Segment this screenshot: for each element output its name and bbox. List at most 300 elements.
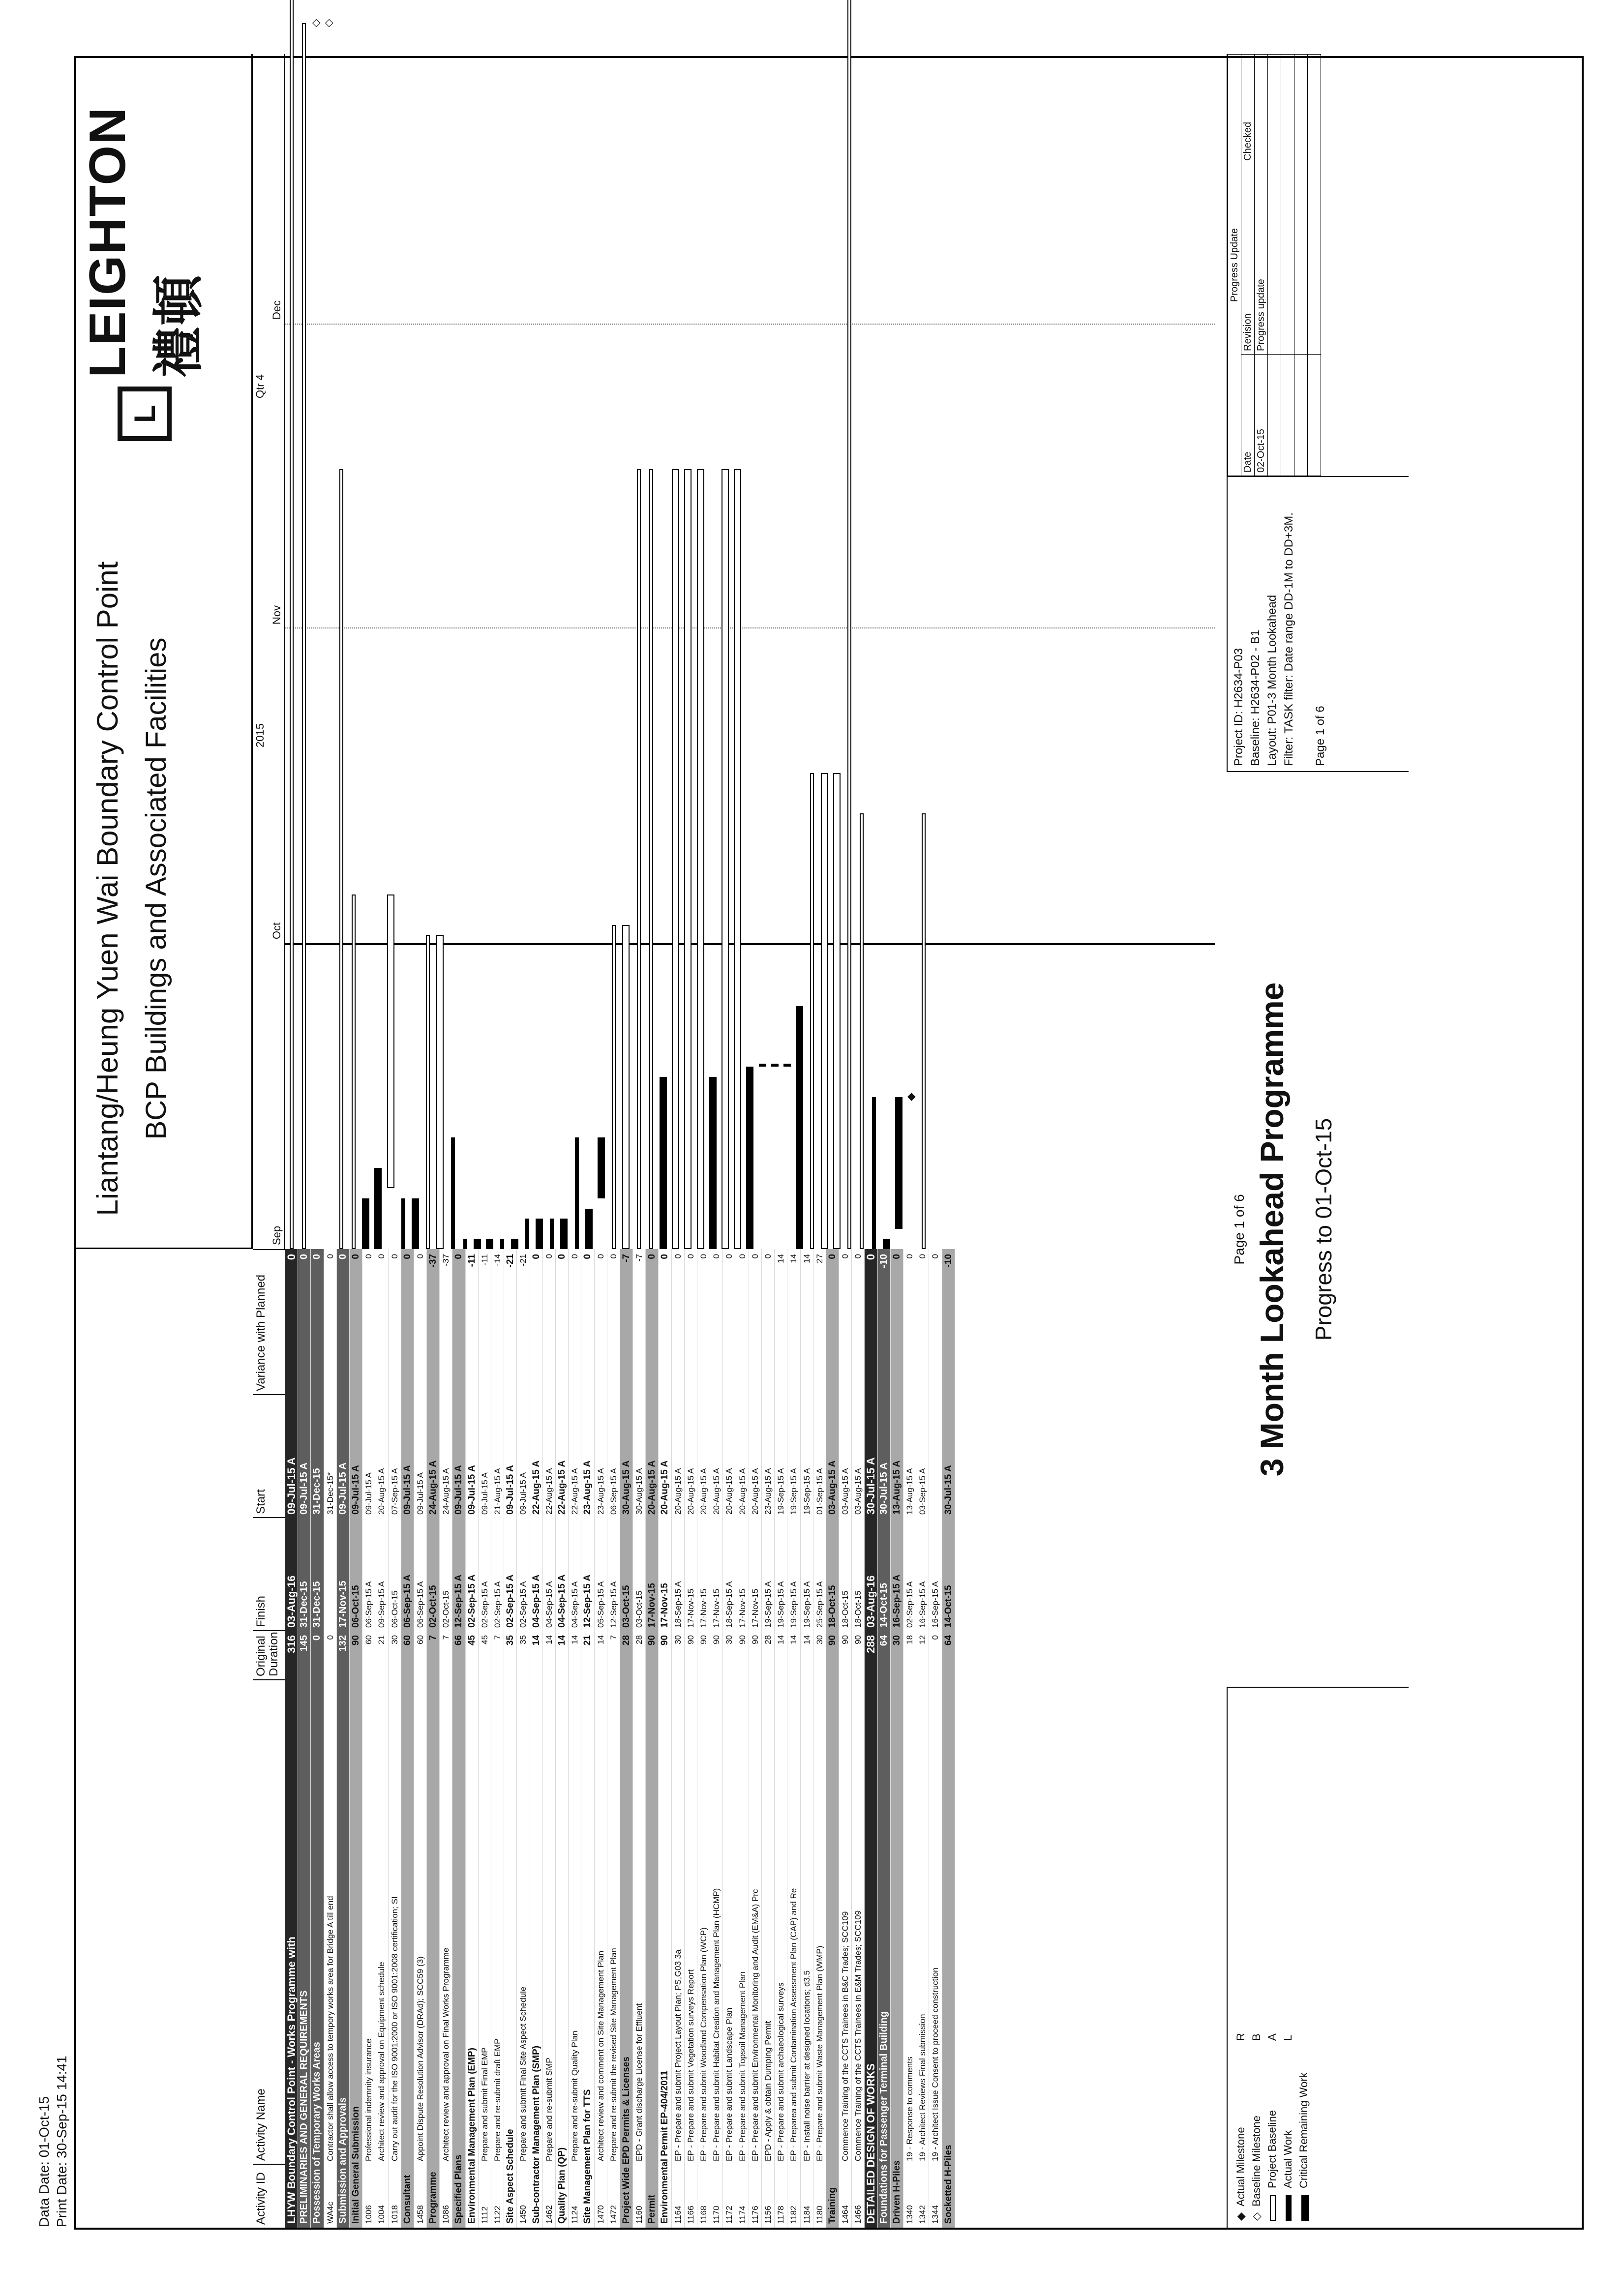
activity-row [916, 1249, 929, 2228]
activity-id: 1004 [377, 2205, 387, 2224]
critical-work-swatch [1301, 2195, 1309, 2221]
activity-id: Project Wide EPD Permits & Licenses [621, 2057, 632, 2224]
gantt-bar [821, 773, 828, 1249]
start-date: 09-Jul-15 A [337, 1462, 348, 1515]
start-date: 06-Sep-15 A [608, 1468, 618, 1515]
activity-name: EP - Prepare and submit Habitat Creation and Management Plan (HCMP) [712, 1888, 722, 2161]
finish-date: 06-Sep-15 A [402, 1574, 413, 1628]
start-date: 22-Aug-15 A [544, 1468, 554, 1515]
activity-row [517, 1249, 530, 2228]
legend [1227, 1687, 1409, 2228]
variance: 0 [453, 1254, 464, 1259]
gantt-bar [352, 895, 356, 1249]
finish-date: 17-Nov-15 [686, 1588, 695, 1628]
activity-row [801, 1249, 813, 2228]
activity-row [285, 1249, 298, 2228]
data-date: Data Date: 01-Oct-15 [36, 2096, 52, 2227]
original-duration: 45 [480, 1635, 489, 1644]
finish-date: 04-Sep-15 A [570, 1581, 580, 1628]
rev-date: 02-Oct-15 [1255, 354, 1268, 476]
finish-date: 18-Sep-15 A [673, 1581, 683, 1628]
finish-date: 02-Oct-15 [441, 1590, 451, 1628]
gantt-bar [637, 469, 641, 1249]
start-date: 20-Aug-15 A [699, 1468, 708, 1515]
gantt-bar [401, 1198, 405, 1249]
timescale-year: 2015 [254, 723, 266, 747]
original-duration: 14 [596, 1635, 605, 1644]
start-date: 22-Aug-15 A [556, 1460, 567, 1515]
finish-date: 18-Sep-15 A [724, 1581, 734, 1628]
gantt-bar [759, 1064, 766, 1067]
finish-date: 02-Sep-15 A [505, 1574, 516, 1628]
finish-date: 16-Sep-15 A [891, 1574, 902, 1628]
variance: 0 [556, 1254, 567, 1259]
activity-id: 1462 [544, 2205, 554, 2224]
activity-name: Professional indemnity insurance [364, 2038, 374, 2161]
original-duration: 12 [918, 1635, 928, 1644]
print-date: Print Date: 30-Sep-15 14:41 [54, 2056, 69, 2227]
start-date: 09-Jul-15 A [505, 1465, 516, 1515]
gantt-bar [922, 813, 926, 1249]
activity-name: EP - Prepare and submit Environmental Monitoring and Audit (EM&A) Prc [750, 1889, 760, 2161]
original-duration: 64 [943, 1635, 954, 1646]
activity-id: 1166 [686, 2206, 695, 2224]
month-oct: Oct [271, 922, 283, 939]
original-duration: 7 [441, 1635, 451, 1640]
start-date: 20-Aug-15 A [377, 1468, 387, 1515]
activity-name: Appoint Dispute Resolution Advisor (DRAd); SCC59 (3) [415, 1956, 425, 2161]
col-variance: Variance with Planned [253, 1249, 285, 1394]
col-finish: Finish [253, 1517, 285, 1630]
activity-row [414, 1249, 427, 2228]
activity-row [710, 1249, 723, 2228]
activity-id: 1168 [699, 2206, 708, 2224]
activity-row [350, 1249, 362, 2228]
original-duration: 14 [570, 1635, 580, 1644]
activity-name: Prepare and re-submit draft EMP [493, 2038, 502, 2161]
activity-row [749, 1249, 762, 2228]
original-duration: 7 [608, 1635, 618, 1640]
activity-row [389, 1249, 401, 2228]
revision-title: Progress Update [1228, 55, 1241, 476]
rev-head-revision: Revision [1241, 164, 1255, 354]
finish-date: 14-Oct-15 [943, 1585, 954, 1628]
activity-id: DETAILED DESIGN OF WORKS [865, 2063, 877, 2224]
gantt-bar [451, 1137, 455, 1249]
finish-date: 12-Sep-15 A [453, 1574, 464, 1628]
start-date: 23-Aug-15 A [596, 1468, 605, 1515]
gantt-bar [872, 1097, 876, 1249]
start-date: 20-Aug-15 A [737, 1468, 747, 1515]
start-date: 19-Sep-15 A [776, 1468, 786, 1515]
activity-row [427, 1249, 440, 2228]
gantt-bar [302, 23, 306, 1249]
gantt-bar [387, 895, 394, 1188]
activity-row [479, 1249, 491, 2228]
start-date: 09-Jul-15 A [453, 1465, 464, 1515]
actual-work-swatch [1286, 2195, 1292, 2221]
original-duration: 66 [453, 1635, 464, 1646]
original-duration: 90 [647, 1635, 658, 1646]
variance: 0 [841, 1254, 850, 1259]
activity-id: 1180 [814, 2206, 824, 2224]
start-date: 09-Jul-15 A [518, 1472, 528, 1515]
gantt-bar [860, 813, 864, 1249]
gantt-bar [722, 469, 729, 1249]
variance: 0 [724, 1254, 734, 1259]
activity-row [839, 1249, 852, 2228]
activity-id: 1086 [441, 2205, 451, 2224]
variance: 0 [699, 1254, 708, 1259]
baseline: Baseline: H2634-P02 - B1 [1249, 629, 1262, 766]
project-id: Project ID: H2634-P03 [1232, 648, 1245, 766]
activity-row [903, 1249, 916, 2228]
start-date: 23-Aug-15 A [582, 1460, 593, 1515]
variance: 0 [763, 1254, 773, 1259]
start-date: 09-Jul-15 A [402, 1465, 413, 1515]
start-date: 20-Aug-15 A [712, 1468, 722, 1515]
activity-name: Architect review and comment on Site Management Plan [596, 1950, 605, 2161]
activity-name: EP - Prepare and submit Landscape Plan [724, 2007, 734, 2161]
activity-name: Prepare and submit Final EMP [480, 2047, 489, 2161]
gantt-bar [660, 1077, 667, 1249]
original-duration: 21 [377, 1635, 387, 1644]
activity-id: 1124 [570, 2206, 580, 2224]
start-date: 09-Jul-15 A [285, 1457, 298, 1515]
variance: 0 [660, 1254, 670, 1259]
gantt-bar [486, 1239, 493, 1249]
gantt-bar [649, 469, 653, 1249]
start-date: 09-Jul-15 A [364, 1472, 374, 1515]
variance: 0 [647, 1254, 658, 1259]
variance: 0 [596, 1254, 605, 1259]
activity-row [878, 1249, 891, 2228]
activity-row [569, 1249, 581, 2228]
activity-id: 1466 [853, 2205, 863, 2224]
gantt-grid [253, 19, 1409, 2228]
gantt-bar [697, 469, 704, 1249]
finish-date: 04-Sep-15 A [544, 1581, 554, 1628]
variance: -37 [441, 1254, 451, 1266]
activity-row [697, 1249, 710, 2228]
finish-date: 17-Nov-15 [660, 1583, 670, 1628]
start-date: 24-Aug-15 A [428, 1460, 439, 1515]
variance: 0 [337, 1254, 348, 1260]
start-date: 30-Jul-15 A [865, 1457, 877, 1515]
original-duration: 132 [337, 1635, 348, 1652]
gantt-bar [436, 935, 444, 1249]
start-date: 09-Jul-15 A [415, 1472, 425, 1515]
gantt-bar [746, 1067, 753, 1249]
activity-row [865, 1249, 877, 2228]
gantt-bar [771, 1064, 779, 1067]
original-duration: 90 [827, 1635, 838, 1646]
activity-name: Prepare and submit Final Site Aspect Schedule [518, 1986, 528, 2161]
original-duration: 90 [699, 1635, 708, 1644]
variance: -7 [621, 1254, 632, 1262]
col-activity-id: Activity ID [253, 2164, 285, 2228]
variance: 0 [737, 1254, 747, 1259]
variance: 0 [827, 1254, 838, 1259]
activity-row [826, 1249, 839, 2228]
original-duration: 18 [905, 1635, 914, 1644]
activity-id: Site Management Plan for TTS [582, 2089, 593, 2224]
variance: -37 [428, 1254, 439, 1268]
start-date: 21-Aug-15 A [493, 1468, 502, 1515]
original-duration: 90 [841, 1635, 850, 1644]
gantt-bar [810, 773, 814, 1249]
original-duration: 90 [750, 1635, 760, 1644]
variance: 14 [776, 1254, 786, 1263]
finish-date: 02-Sep-15 A [905, 1581, 914, 1628]
activity-row [440, 1249, 452, 2228]
activity-name: Architect review and approval on Equipment schedule [377, 1962, 387, 2161]
activity-id: 1156 [763, 2206, 773, 2224]
start-date: 20-Aug-15 A [647, 1460, 658, 1515]
activity-row [942, 1249, 955, 2228]
project-info [1227, 477, 1409, 772]
finish-date: 14-Oct-15 [878, 1582, 889, 1628]
activity-name: 19 - Architect Issue Consent to proceed construction [931, 1967, 940, 2161]
variance: 14 [789, 1254, 799, 1263]
original-duration: 64 [878, 1635, 889, 1646]
variance: -11 [466, 1254, 477, 1267]
legend-code-b: B [1250, 2033, 1263, 2041]
activity-id: 1458 [415, 2205, 425, 2224]
activity-id: Foundations for Passenger Terminal Building [878, 2011, 889, 2224]
layout: Layout: P01-3 Month Lookahead [1265, 595, 1279, 766]
original-duration: 0 [931, 1635, 940, 1640]
activity-name: Contractor shall allow access to tempory works area for Bridge A till end [325, 1896, 335, 2161]
original-duration: 21 [582, 1635, 593, 1646]
milestone-marker: ◆ [904, 1093, 917, 1101]
start-date: 03-Aug-15 A [841, 1468, 850, 1515]
finish-date: 25-Sep-15 A [814, 1581, 824, 1628]
finish-date: 02-Sep-15 A [480, 1581, 489, 1628]
finish-date: 16-Sep-15 A [918, 1581, 928, 1628]
gantt-bar [575, 1137, 579, 1249]
activity-id: Environmental Permit EP-404/2011 [660, 2070, 670, 2224]
activity-id: 1342 [918, 2205, 928, 2224]
finish-date: 03-Aug-16 [285, 1575, 298, 1628]
variance: 0 [931, 1254, 940, 1259]
start-date: 20-Aug-15 A [750, 1468, 760, 1515]
original-duration: 7 [493, 1635, 502, 1640]
start-date: 19-Sep-15 A [789, 1468, 799, 1515]
variance: -10 [943, 1254, 954, 1268]
activity-id: 1006 [364, 2205, 374, 2224]
project-page: Page 1 of 6 [1314, 706, 1327, 766]
gantt-bar [847, 0, 851, 1249]
gantt-bar [560, 1219, 568, 1249]
activity-id: Programme [428, 2172, 439, 2224]
rev-description: Progress update [1255, 164, 1268, 354]
original-duration: 30 [724, 1635, 734, 1644]
gantt-bar [585, 1209, 593, 1249]
original-duration: 316 [285, 1635, 298, 1653]
finish-date: 02-Sep-15 A [493, 1581, 502, 1628]
finish-date: 19-Sep-15 A [763, 1581, 773, 1628]
rev-checked [1255, 55, 1268, 164]
activity-row [672, 1249, 685, 2228]
activity-id: Driven H-Piles [891, 2160, 902, 2224]
gantt-bars [285, 19, 1215, 1249]
start-date: 20-Aug-15 A [724, 1468, 734, 1515]
finish-date: 19-Sep-15 A [776, 1581, 786, 1628]
variance: 0 [673, 1254, 683, 1259]
gantt-bar [536, 1219, 543, 1249]
activity-id: 1184 [802, 2206, 812, 2224]
activity-id: Specified Plans [453, 2154, 464, 2224]
gantt-bar [511, 1239, 518, 1249]
gridline-nov [285, 627, 1215, 628]
legend-actual-milestone: ◆ Actual Milestone [1234, 2127, 1247, 2221]
start-date: 01-Sep-15 A [814, 1468, 824, 1515]
finish-date: 31-Dec-15 [299, 1581, 310, 1628]
filter: Filter: TASK filter: Date range DD-1M to DD+3M. [1282, 512, 1295, 766]
finish-date: 12-Sep-15 A [608, 1581, 618, 1628]
legend-code-l: L [1282, 2034, 1294, 2041]
original-duration: 14 [531, 1635, 541, 1646]
activity-id: 1464 [841, 2205, 850, 2224]
project-title: Liantang/Heung Yuen Wai Boundary Control Point [91, 561, 124, 1216]
gantt-bar [622, 925, 630, 1249]
activity-row [581, 1249, 594, 2228]
activity-name: EP - Prepare and submit Topsoil Management Plan [737, 1971, 747, 2161]
original-duration: 14 [544, 1635, 554, 1644]
activity-row [504, 1249, 517, 2228]
activity-row [556, 1249, 569, 2228]
original-duration: 60 [364, 1635, 374, 1644]
activity-row [311, 1249, 324, 2228]
original-duration: 0 [325, 1635, 335, 1640]
footer-page: Page 1 of 6 [1232, 1194, 1247, 1265]
activity-row [813, 1249, 826, 2228]
footer-title-block [1232, 772, 1413, 1687]
activity-id: PRELIMINARIES AND GENERAL REQUIREMENTS [299, 1990, 310, 2224]
title-block [76, 54, 253, 1249]
original-duration: 14 [776, 1635, 786, 1644]
original-duration: 7 [428, 1635, 439, 1640]
activity-name: EPD - Apply & obtain Dumping Permit [763, 2021, 773, 2161]
variance: 0 [299, 1254, 310, 1260]
activity-id: 1340 [905, 2205, 914, 2224]
activity-table [285, 1249, 955, 2228]
gantt-bar [783, 1064, 791, 1067]
activity-name: EP - Prepare and submit archaeological surveys [776, 1982, 786, 2161]
start-date: 09-Jul-15 A [350, 1465, 361, 1515]
activity-name: EP - Prepare and submit Woodland Compensation Plan (WCP) [699, 1927, 708, 2161]
start-date: 20-Aug-15 A [673, 1468, 683, 1515]
activity-id: 1178 [776, 2206, 786, 2224]
finish-date: 03-Oct-15 [621, 1585, 632, 1628]
activity-row [595, 1249, 607, 2228]
variance: 0 [918, 1254, 928, 1259]
gantt-bar [598, 1137, 605, 1198]
activity-name: 19 - Response to comments [905, 2057, 914, 2161]
start-date: 31-Dec-15* [325, 1472, 335, 1515]
variance: 0 [544, 1254, 554, 1259]
legend-critical-remaining-work: Critical Remaining Work [1297, 2072, 1310, 2188]
gantt-bar [339, 469, 343, 1249]
gantt-bar [684, 469, 692, 1249]
finish-date: 06-Oct-15 [350, 1585, 361, 1628]
original-duration: 30 [814, 1635, 824, 1644]
original-duration: 35 [518, 1635, 528, 1644]
gantt-bar [525, 1219, 529, 1249]
original-duration: 60 [402, 1635, 413, 1646]
variance: 0 [570, 1254, 580, 1259]
legend-project-baseline: Project Baseline [1266, 2110, 1278, 2188]
activity-id: LHYW Boundary Control Point - Works Programme with [285, 1937, 298, 2224]
gantt-bar [672, 469, 679, 1249]
activity-id: 1450 [518, 2205, 528, 2224]
gantt-bar [500, 1239, 504, 1249]
start-date: 13-Aug-15 A [905, 1468, 914, 1515]
gantt-bar [412, 1198, 419, 1249]
col-start: Start [253, 1394, 285, 1517]
legend-actual-work: Actual Work [1282, 2130, 1294, 2188]
start-date: 20-Aug-15 A [660, 1460, 670, 1515]
variance: 0 [582, 1254, 593, 1259]
start-date: 30-Aug-15 A [621, 1460, 632, 1515]
original-duration: 30 [390, 1635, 399, 1644]
activity-row [466, 1249, 479, 2228]
milestone-marker: ◇ [322, 19, 334, 28]
activity-id: 1344 [931, 2205, 940, 2224]
original-duration: 28 [763, 1635, 773, 1644]
variance: 0 [712, 1254, 722, 1259]
original-duration: 90 [737, 1635, 747, 1644]
variance: 27 [814, 1254, 824, 1263]
activity-id: 1182 [789, 2206, 799, 2224]
activity-row [491, 1249, 504, 2228]
project-baseline-swatch [1270, 2195, 1276, 2221]
activity-row [620, 1249, 633, 2228]
activity-name: Prepare and re-submit Quality Plan [570, 2030, 580, 2161]
activity-row [298, 1249, 311, 2228]
start-date: 03-Sep-15 A [918, 1468, 928, 1515]
programme-title: 3 Month Lookahead Programme [1254, 982, 1290, 1477]
gantt-bar [734, 469, 741, 1249]
original-duration: 145 [299, 1635, 310, 1652]
activity-id: 1176 [750, 2206, 760, 2224]
original-duration: 90 [660, 1635, 670, 1646]
finish-date: 17-Nov-15 [647, 1583, 658, 1628]
month-dec: Dec [271, 300, 283, 320]
activity-id: 1112 [480, 2206, 489, 2224]
start-date: 09-Jul-15 A [466, 1465, 477, 1515]
finish-date: 06-Oct-15 [390, 1590, 399, 1628]
finish-date: 18-Oct-15 [841, 1590, 850, 1628]
activity-row [775, 1249, 787, 2228]
original-duration: 45 [466, 1635, 477, 1646]
finish-date: 12-Sep-15 A [582, 1574, 593, 1628]
variance: 0 [325, 1254, 335, 1259]
activity-name: Architect review and approval on Final Works Programme [441, 1947, 451, 2161]
activity-id: Site Aspect Schedule [505, 2129, 516, 2224]
gantt-bar [550, 1219, 554, 1249]
original-duration: 90 [853, 1635, 863, 1644]
finish-date: 03-Oct-15 [634, 1590, 644, 1628]
variance: 0 [285, 1254, 298, 1260]
legend-code-a: A [1266, 2033, 1278, 2041]
activity-id: 1160 [634, 2206, 644, 2224]
activity-row [723, 1249, 736, 2228]
activity-row [401, 1249, 414, 2228]
activity-id: Quality Plan (QP) [556, 2147, 567, 2224]
activity-row [633, 1249, 646, 2228]
